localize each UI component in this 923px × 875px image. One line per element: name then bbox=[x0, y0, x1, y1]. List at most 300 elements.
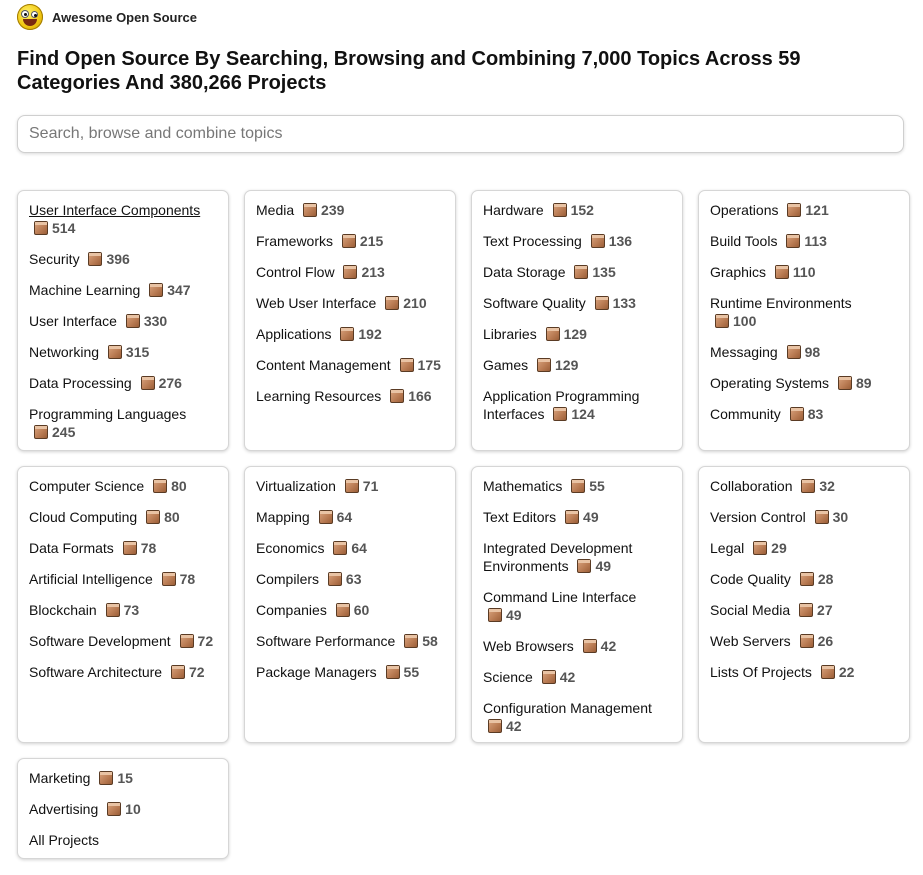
category-link[interactable] bbox=[29, 800, 218, 818]
count-value: 514 bbox=[52, 220, 76, 236]
box-icon bbox=[342, 234, 356, 248]
project-count bbox=[810, 509, 849, 525]
project-count bbox=[782, 202, 828, 218]
category-label: Community bbox=[710, 406, 781, 422]
box-icon bbox=[400, 358, 414, 372]
category-link[interactable] bbox=[710, 570, 899, 588]
category-link[interactable] bbox=[483, 637, 672, 655]
category-link[interactable] bbox=[256, 356, 445, 374]
category-card bbox=[471, 466, 683, 743]
box-icon bbox=[34, 221, 48, 235]
box-icon bbox=[583, 639, 597, 653]
project-count bbox=[537, 669, 576, 685]
count-value: 30 bbox=[832, 509, 849, 525]
count-value: 15 bbox=[117, 770, 133, 786]
category-label: Text Processing bbox=[483, 233, 582, 249]
box-icon bbox=[123, 541, 137, 555]
box-icon bbox=[821, 665, 835, 679]
box-icon bbox=[340, 327, 354, 341]
count-value: 245 bbox=[52, 424, 76, 440]
box-icon bbox=[786, 234, 800, 248]
category-link[interactable] bbox=[483, 539, 672, 575]
project-count bbox=[782, 344, 821, 360]
count-value: 28 bbox=[817, 571, 834, 587]
project-count bbox=[141, 509, 180, 525]
box-icon bbox=[577, 559, 591, 573]
box-icon bbox=[386, 665, 400, 679]
category-label: Web Browsers bbox=[483, 638, 574, 654]
box-icon bbox=[333, 541, 347, 555]
category-link[interactable] bbox=[483, 699, 672, 735]
category-label: Media bbox=[256, 202, 295, 218]
count-value: 26 bbox=[817, 633, 834, 649]
category-label: Operations bbox=[710, 202, 779, 218]
box-icon bbox=[565, 510, 579, 524]
box-icon bbox=[799, 603, 813, 617]
project-count bbox=[29, 424, 75, 440]
count-value: 49 bbox=[595, 558, 612, 574]
project-count bbox=[794, 602, 833, 618]
box-icon bbox=[574, 265, 588, 279]
category-link[interactable] bbox=[29, 539, 218, 557]
project-count bbox=[483, 718, 522, 734]
project-count bbox=[144, 282, 190, 298]
site-name-link[interactable]: Awesome Open Source bbox=[52, 9, 197, 25]
category-label: Package Managers bbox=[256, 664, 377, 680]
category-link[interactable] bbox=[29, 663, 218, 681]
category-label: Lists Of Projects bbox=[710, 664, 812, 680]
category-link[interactable] bbox=[29, 250, 218, 268]
category-label: Control Flow bbox=[256, 264, 335, 280]
category-link[interactable] bbox=[256, 570, 445, 588]
project-count bbox=[816, 664, 855, 680]
category-label: Cloud Computing bbox=[29, 509, 138, 525]
category-label: Frameworks bbox=[256, 233, 334, 249]
category-link[interactable] bbox=[483, 294, 672, 312]
category-label: Collaboration bbox=[710, 478, 793, 494]
category-card bbox=[17, 190, 229, 451]
category-link[interactable] bbox=[710, 477, 899, 495]
count-value: 42 bbox=[600, 638, 617, 654]
category-link[interactable] bbox=[710, 232, 899, 250]
count-value: 330 bbox=[143, 313, 168, 329]
count-value: 215 bbox=[359, 233, 384, 249]
category-link[interactable] bbox=[710, 601, 899, 619]
category-card bbox=[471, 190, 683, 451]
count-value: 49 bbox=[583, 509, 599, 525]
box-icon bbox=[753, 541, 767, 555]
category-label: Configuration Management bbox=[483, 700, 652, 716]
category-link[interactable] bbox=[29, 343, 218, 361]
box-icon bbox=[715, 314, 729, 328]
count-value: 113 bbox=[804, 233, 827, 249]
project-count bbox=[532, 357, 578, 373]
count-value: 110 bbox=[792, 264, 816, 280]
category-link[interactable] bbox=[29, 312, 218, 330]
project-count bbox=[781, 233, 827, 249]
category-card bbox=[698, 190, 910, 451]
site-header bbox=[17, 4, 197, 30]
smiley-logo-icon[interactable] bbox=[17, 4, 43, 30]
search-input[interactable] bbox=[17, 115, 904, 153]
project-count bbox=[795, 571, 834, 587]
category-label: Data Processing bbox=[29, 375, 132, 391]
category-link[interactable] bbox=[29, 769, 218, 787]
count-value: 166 bbox=[408, 388, 432, 404]
category-card bbox=[17, 758, 229, 859]
category-link[interactable] bbox=[256, 508, 445, 526]
project-count bbox=[770, 264, 816, 280]
count-value: 55 bbox=[403, 664, 420, 680]
category-link[interactable] bbox=[710, 632, 899, 650]
category-label: Hardware bbox=[483, 202, 544, 218]
category-label: Messaging bbox=[710, 344, 778, 360]
box-icon bbox=[775, 265, 789, 279]
category-link[interactable] bbox=[256, 325, 445, 343]
count-value: 175 bbox=[417, 357, 441, 373]
count-value: 29 bbox=[771, 540, 787, 556]
logo-mouth bbox=[23, 19, 37, 26]
category-label: All Projects bbox=[29, 832, 100, 848]
category-label: Version Control bbox=[710, 509, 806, 525]
category-label: Compilers bbox=[256, 571, 320, 587]
box-icon bbox=[537, 358, 551, 372]
box-icon bbox=[328, 572, 342, 586]
count-value: 10 bbox=[125, 801, 141, 817]
category-link[interactable] bbox=[29, 601, 218, 619]
box-icon bbox=[800, 634, 814, 648]
category-link[interactable] bbox=[256, 632, 445, 650]
category-link[interactable] bbox=[29, 570, 218, 588]
project-count bbox=[380, 295, 426, 311]
category-link[interactable] bbox=[483, 668, 672, 686]
box-icon bbox=[553, 203, 567, 217]
category-link[interactable] bbox=[256, 232, 445, 250]
category-label: User Interface bbox=[29, 313, 117, 329]
project-count bbox=[385, 388, 431, 404]
category-label: Learning Resources bbox=[256, 388, 382, 404]
box-icon bbox=[595, 296, 609, 310]
count-value: 71 bbox=[362, 478, 379, 494]
box-icon bbox=[180, 634, 194, 648]
project-count bbox=[586, 233, 632, 249]
box-icon bbox=[108, 345, 122, 359]
box-icon bbox=[801, 479, 815, 493]
category-link[interactable] bbox=[256, 387, 445, 405]
category-link[interactable] bbox=[483, 477, 672, 495]
category-label: Networking bbox=[29, 344, 100, 360]
count-value: 192 bbox=[358, 326, 382, 342]
count-value: 98 bbox=[804, 344, 821, 360]
category-link[interactable] bbox=[483, 356, 672, 374]
project-count bbox=[795, 633, 834, 649]
category-label: Programming Languages bbox=[29, 406, 187, 422]
box-icon bbox=[336, 603, 350, 617]
box-icon bbox=[171, 665, 185, 679]
count-value: 152 bbox=[570, 202, 594, 218]
project-count bbox=[136, 375, 182, 391]
count-value: 80 bbox=[171, 478, 187, 494]
box-icon bbox=[571, 479, 585, 493]
category-label: Artificial Intelligence bbox=[29, 571, 153, 587]
project-count bbox=[118, 540, 157, 556]
category-label: Legal bbox=[710, 540, 745, 556]
count-value: 121 bbox=[805, 202, 829, 218]
category-link[interactable] bbox=[256, 539, 445, 557]
count-value: 42 bbox=[506, 718, 522, 734]
category-label: Command Line Interface bbox=[483, 589, 637, 605]
count-value: 135 bbox=[592, 264, 616, 280]
project-count bbox=[833, 375, 872, 391]
project-count bbox=[94, 770, 133, 786]
box-icon bbox=[488, 719, 502, 733]
project-count bbox=[337, 233, 383, 249]
project-count bbox=[331, 602, 370, 618]
project-count bbox=[175, 633, 214, 649]
project-count bbox=[572, 558, 611, 574]
count-value: 239 bbox=[321, 202, 345, 218]
box-icon bbox=[107, 802, 121, 816]
count-value: 315 bbox=[125, 344, 150, 360]
box-icon bbox=[404, 634, 418, 648]
category-label: Applications bbox=[256, 326, 332, 342]
category-label: Science bbox=[483, 669, 533, 685]
project-count bbox=[328, 540, 367, 556]
box-icon bbox=[838, 376, 852, 390]
box-icon bbox=[303, 203, 317, 217]
category-label: Runtime Environments bbox=[710, 295, 852, 311]
count-value: 396 bbox=[106, 251, 130, 267]
category-label: Security bbox=[29, 251, 80, 267]
box-icon bbox=[542, 670, 556, 684]
category-link[interactable] bbox=[710, 294, 899, 330]
count-value: 347 bbox=[167, 282, 191, 298]
category-link[interactable] bbox=[710, 343, 899, 361]
count-value: 72 bbox=[188, 664, 205, 680]
count-value: 22 bbox=[838, 664, 855, 680]
box-icon bbox=[815, 510, 829, 524]
box-icon bbox=[149, 283, 163, 297]
count-value: 276 bbox=[158, 375, 182, 391]
count-value: 213 bbox=[361, 264, 385, 280]
category-label: Integrated Development Environments bbox=[483, 540, 633, 574]
project-count bbox=[748, 540, 787, 556]
count-value: 100 bbox=[733, 313, 757, 329]
category-link[interactable] bbox=[710, 405, 899, 423]
category-label: Code Quality bbox=[710, 571, 791, 587]
count-value: 133 bbox=[612, 295, 636, 311]
count-value: 64 bbox=[336, 509, 353, 525]
box-icon bbox=[787, 345, 801, 359]
category-link[interactable] bbox=[29, 281, 218, 299]
count-value: 89 bbox=[855, 375, 872, 391]
box-icon bbox=[153, 479, 167, 493]
box-icon bbox=[800, 572, 814, 586]
project-count bbox=[785, 406, 824, 422]
category-label: Build Tools bbox=[710, 233, 778, 249]
project-count bbox=[166, 664, 205, 680]
project-count bbox=[335, 326, 381, 342]
box-icon bbox=[553, 407, 567, 421]
category-link[interactable] bbox=[256, 477, 445, 495]
category-label: Libraries bbox=[483, 326, 537, 342]
project-count bbox=[548, 202, 594, 218]
category-label: User Interface Components bbox=[29, 202, 201, 218]
project-count bbox=[483, 607, 522, 623]
box-icon bbox=[790, 407, 804, 421]
category-link[interactable] bbox=[483, 263, 672, 281]
project-count bbox=[298, 202, 344, 218]
count-value: 60 bbox=[353, 602, 370, 618]
project-count bbox=[566, 478, 605, 494]
category-link[interactable] bbox=[256, 663, 445, 681]
category-card bbox=[244, 466, 456, 743]
count-value: 136 bbox=[608, 233, 633, 249]
count-value: 124 bbox=[571, 406, 595, 422]
project-count bbox=[314, 509, 353, 525]
category-card bbox=[17, 466, 229, 743]
box-icon bbox=[591, 234, 605, 248]
box-icon bbox=[141, 376, 155, 390]
category-label: Web User Interface bbox=[256, 295, 377, 311]
box-icon bbox=[390, 389, 404, 403]
category-label: Companies bbox=[256, 602, 327, 618]
project-count bbox=[103, 344, 149, 360]
category-label: Software Quality bbox=[483, 295, 586, 311]
category-link[interactable] bbox=[483, 508, 672, 526]
category-link[interactable] bbox=[710, 539, 899, 557]
category-link[interactable] bbox=[710, 508, 899, 526]
category-label: Blockchain bbox=[29, 602, 97, 618]
count-value: 64 bbox=[351, 540, 367, 556]
count-value: 73 bbox=[123, 602, 140, 618]
category-label: Machine Learning bbox=[29, 282, 141, 298]
count-value: 55 bbox=[589, 478, 605, 494]
category-label: Marketing bbox=[29, 770, 91, 786]
count-value: 58 bbox=[422, 633, 438, 649]
category-link[interactable] bbox=[29, 831, 218, 849]
category-link[interactable] bbox=[483, 325, 672, 343]
category-link[interactable] bbox=[710, 201, 899, 219]
count-value: 72 bbox=[197, 633, 214, 649]
project-count bbox=[578, 638, 617, 654]
project-count bbox=[710, 313, 756, 329]
project-count bbox=[338, 264, 384, 280]
project-count bbox=[340, 478, 379, 494]
project-count bbox=[102, 801, 141, 817]
category-label: Graphics bbox=[710, 264, 767, 280]
project-count bbox=[29, 220, 75, 236]
category-link[interactable] bbox=[483, 387, 672, 423]
project-count bbox=[323, 571, 362, 587]
category-label: Application Programming Interfaces bbox=[483, 388, 640, 422]
category-link[interactable] bbox=[256, 201, 445, 219]
category-label: Games bbox=[483, 357, 529, 373]
project-count bbox=[590, 295, 636, 311]
box-icon bbox=[319, 510, 333, 524]
box-icon bbox=[385, 296, 399, 310]
category-link[interactable] bbox=[29, 201, 218, 237]
category-label: Mapping bbox=[256, 509, 310, 525]
project-count bbox=[796, 478, 835, 494]
box-icon bbox=[34, 425, 48, 439]
count-value: 129 bbox=[563, 326, 587, 342]
category-label: Economics bbox=[256, 540, 325, 556]
category-label: Advertising bbox=[29, 801, 99, 817]
project-count bbox=[541, 326, 587, 342]
box-icon bbox=[99, 771, 113, 785]
category-link[interactable] bbox=[256, 263, 445, 281]
category-link[interactable] bbox=[710, 663, 899, 681]
category-label: Software Architecture bbox=[29, 664, 163, 680]
project-count bbox=[157, 571, 196, 587]
category-link[interactable] bbox=[710, 263, 899, 281]
category-link[interactable] bbox=[256, 601, 445, 619]
logo-eye-right bbox=[31, 11, 38, 18]
category-label: Computer Science bbox=[29, 478, 145, 494]
category-label: Mathematics bbox=[483, 478, 563, 494]
box-icon bbox=[787, 203, 801, 217]
box-icon bbox=[343, 265, 357, 279]
box-icon bbox=[345, 479, 359, 493]
category-link[interactable] bbox=[29, 374, 218, 392]
box-icon bbox=[488, 608, 502, 622]
project-count bbox=[569, 264, 615, 280]
category-link[interactable] bbox=[483, 588, 672, 624]
logo-eye-left bbox=[21, 10, 29, 18]
category-label: Operating Systems bbox=[710, 375, 830, 391]
category-label: Data Formats bbox=[29, 540, 114, 556]
project-count bbox=[399, 633, 438, 649]
category-link[interactable] bbox=[256, 294, 445, 312]
count-value: 78 bbox=[140, 540, 157, 556]
category-link[interactable] bbox=[29, 477, 218, 495]
box-icon bbox=[106, 603, 120, 617]
count-value: 78 bbox=[179, 571, 196, 587]
category-link[interactable] bbox=[483, 201, 672, 219]
count-value: 63 bbox=[345, 571, 362, 587]
count-value: 83 bbox=[807, 406, 824, 422]
category-link[interactable] bbox=[483, 232, 672, 250]
project-count bbox=[101, 602, 140, 618]
category-label: Social Media bbox=[710, 602, 791, 618]
box-icon bbox=[162, 572, 176, 586]
category-label: Software Performance bbox=[256, 633, 396, 649]
box-icon bbox=[546, 327, 560, 341]
category-link[interactable] bbox=[710, 374, 899, 392]
category-link[interactable] bbox=[29, 508, 218, 526]
category-label: Content Management bbox=[256, 357, 391, 373]
category-card bbox=[244, 190, 456, 451]
category-label: Virtualization bbox=[256, 478, 336, 494]
category-link[interactable] bbox=[29, 405, 218, 441]
project-count bbox=[83, 251, 129, 267]
page-headline: Find Open Source By Searching, Browsing and Combining 7,000 Topics Across 59 Categories And 380,266 Projects bbox=[17, 48, 801, 94]
project-count bbox=[560, 509, 599, 525]
project-count bbox=[548, 406, 594, 422]
box-icon bbox=[88, 252, 102, 266]
category-label: Web Servers bbox=[710, 633, 791, 649]
project-count bbox=[121, 313, 167, 329]
count-value: 210 bbox=[403, 295, 427, 311]
category-link[interactable] bbox=[29, 632, 218, 650]
category-label: Data Storage bbox=[483, 264, 566, 280]
count-value: 27 bbox=[817, 602, 833, 618]
box-icon bbox=[126, 314, 140, 328]
count-value: 80 bbox=[164, 509, 180, 525]
box-icon bbox=[146, 510, 160, 524]
project-count bbox=[148, 478, 187, 494]
